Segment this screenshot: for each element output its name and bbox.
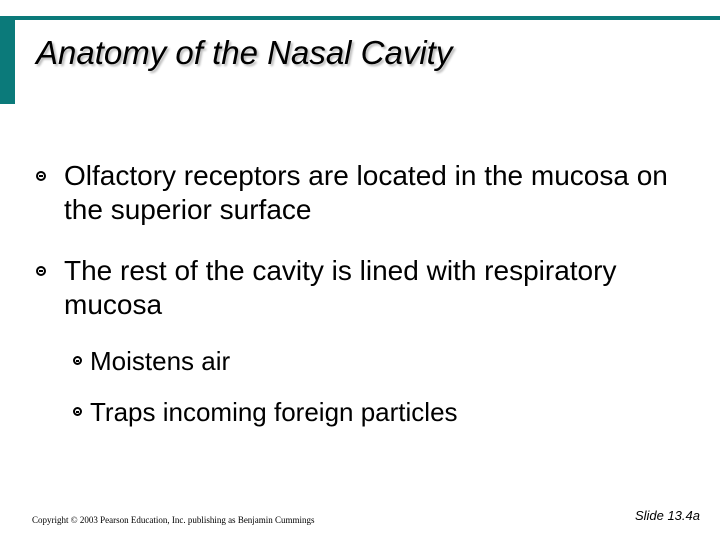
slide-title: Anatomy of the Nasal Cavity — [36, 34, 453, 71]
sub-bullet-item-traps-particles — [90, 396, 458, 428]
bullet-text: Olfactory receptors are located in the mucosa on the superior surface — [64, 160, 668, 225]
title-accent-bar-vertical — [0, 16, 15, 104]
bullet-item-olfactory-receptors — [64, 159, 684, 227]
circle-bullet-icon — [36, 171, 46, 181]
bullet-text: The rest of the cavity is lined with respiratory mucosa — [64, 255, 617, 320]
copyright-notice: Copyright © 2003 Pearson Education, Inc. publishing as Benjamin Cummings — [32, 515, 315, 525]
sub-bullet-text: Traps incoming foreign particles — [90, 397, 458, 427]
circle-bullet-icon — [36, 266, 46, 276]
circle-bullet-icon — [73, 407, 82, 416]
sub-bullet-text: Moistens air — [90, 346, 231, 376]
bullet-item-respiratory-mucosa — [64, 254, 684, 322]
circle-bullet-icon — [73, 356, 82, 365]
slide-number: Slide 13.4a — [634, 508, 700, 523]
title-accent-bar-horizontal — [15, 16, 720, 20]
sub-bullet-item-moistens-air — [90, 345, 230, 377]
